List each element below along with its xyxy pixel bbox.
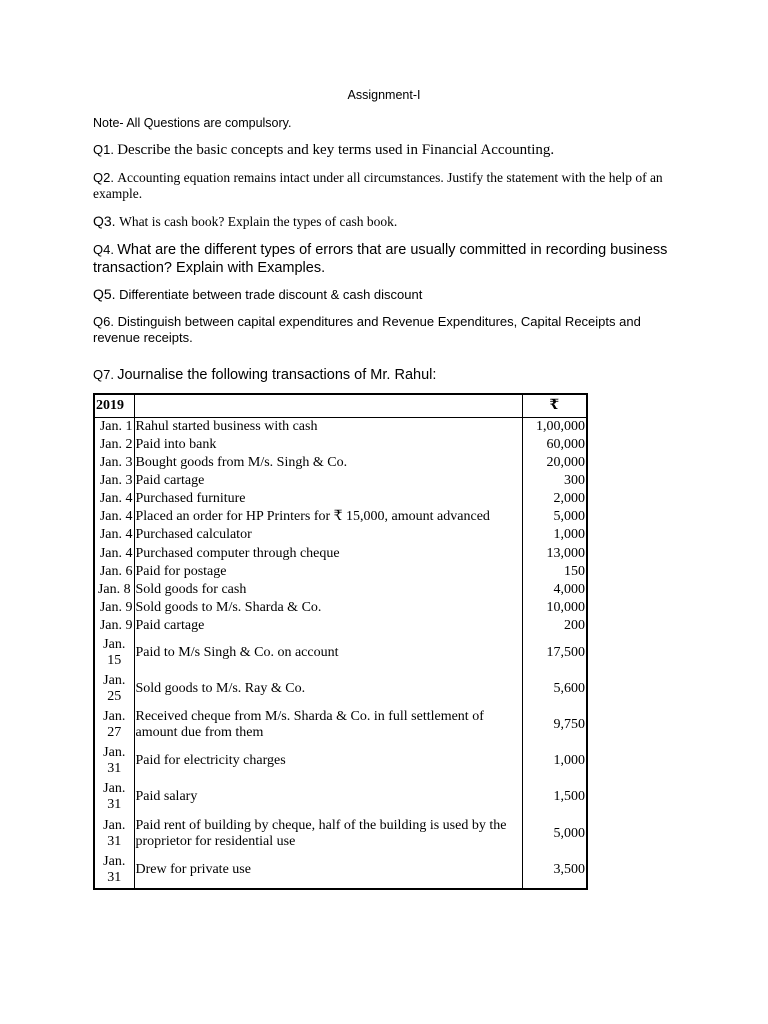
transactions-body [94, 394, 587, 889]
question-number: Q5. [93, 286, 116, 302]
note-line: Note- All Questions are compulsory. [93, 116, 292, 130]
amount-cell: 17,500 [522, 635, 587, 671]
description-header [134, 394, 522, 418]
description-cell: Received cheque from M/s. Sharda & Co. in full settlement of amount due from them [134, 707, 522, 743]
table-row [94, 599, 587, 617]
table-row [94, 743, 587, 779]
table-row [94, 581, 587, 599]
date-cell: Jan. 3 [94, 472, 134, 490]
description-cell: Purchased furniture [134, 490, 522, 508]
table-row [94, 418, 587, 437]
date-cell: Jan. 31 [94, 779, 134, 815]
table-row [94, 815, 587, 851]
description-cell: Purchased calculator [134, 526, 522, 544]
question-6 [93, 314, 683, 346]
amount-cell: 5,000 [522, 815, 587, 851]
amount-cell: 150 [522, 563, 587, 581]
description-cell: Rahul started business with cash [134, 418, 522, 437]
amount-cell: 9,750 [522, 707, 587, 743]
description-cell: Placed an order for HP Printers for ₹ 15,000, amount advanced [134, 508, 522, 526]
question-number: Q4. [93, 242, 114, 257]
date-cell: Jan. 31 [94, 743, 134, 779]
amount-cell: 1,000 [522, 526, 587, 544]
table-row [94, 545, 587, 563]
question-number: Q2. [93, 170, 114, 185]
amount-cell: 1,00,000 [522, 418, 587, 437]
question-number: Q7. [93, 367, 114, 382]
date-cell: Jan. 4 [94, 490, 134, 508]
question-text: Journalise the following transactions of Mr. Rahul: [117, 367, 437, 383]
table-row [94, 671, 587, 707]
amount-cell: 4,000 [522, 581, 587, 599]
date-cell: Jan. 6 [94, 563, 134, 581]
date-cell: Jan. 25 [94, 671, 134, 707]
amount-cell: 3,500 [522, 852, 587, 889]
description-cell: Sold goods to M/s. Ray & Co. [134, 671, 522, 707]
question-4 [93, 241, 683, 277]
amount-cell: 1,000 [522, 743, 587, 779]
description-cell: Drew for private use [134, 852, 522, 889]
amount-cell: 2,000 [522, 490, 587, 508]
table-row [94, 508, 587, 526]
amount-cell: 300 [522, 472, 587, 490]
table-row [94, 852, 587, 889]
question-number: Q1. [93, 142, 114, 157]
table-row [94, 635, 587, 671]
question-1 [93, 142, 683, 158]
description-cell: Bought goods from M/s. Singh & Co. [134, 454, 522, 472]
date-cell: Jan. 9 [94, 599, 134, 617]
assignment-title: Assignment-I [347, 88, 421, 102]
amount-cell: 5,000 [522, 508, 587, 526]
description-cell: Sold goods for cash [134, 581, 522, 599]
table-row [94, 436, 587, 454]
table-row [94, 472, 587, 490]
question-text: Differentiate between trade discount & cash discount [119, 287, 423, 302]
question-5 [93, 286, 683, 304]
amount-cell: 10,000 [522, 599, 587, 617]
description-cell: Paid rent of building by cheque, half of the building is used by the proprietor for residential use [134, 815, 522, 851]
table-header-row [94, 394, 587, 418]
question-text: Distinguish between capital expenditures and Revenue Expenditures, Capital Receipts and revenue receipts. [93, 314, 641, 345]
amount-cell: 60,000 [522, 436, 587, 454]
description-cell: Paid to M/s Singh & Co. on account [134, 635, 522, 671]
question-7 [93, 367, 683, 383]
currency-header: ₹ [522, 394, 587, 418]
amount-cell: 20,000 [522, 454, 587, 472]
table-row [94, 490, 587, 508]
amount-cell: 1,500 [522, 779, 587, 815]
amount-cell: 5,600 [522, 671, 587, 707]
date-cell: Jan. 27 [94, 707, 134, 743]
date-cell: Jan. 2 [94, 436, 134, 454]
question-text: What are the different types of errors that are usually committed in recording business transaction? Explain with Examples. [93, 242, 668, 276]
date-cell: Jan. 8 [94, 581, 134, 599]
description-cell: Paid cartage [134, 617, 522, 635]
date-cell: Jan. 4 [94, 508, 134, 526]
date-cell: Jan. 15 [94, 635, 134, 671]
transactions-table [93, 393, 588, 890]
table-row [94, 779, 587, 815]
date-cell: Jan. 4 [94, 545, 134, 563]
question-text: Describe the basic concepts and key terms used in Financial Accounting. [117, 142, 555, 158]
description-cell: Sold goods to M/s. Sharda & Co. [134, 599, 522, 617]
table-row [94, 526, 587, 544]
question-2 [93, 170, 683, 202]
question-text: What is cash book? Explain the types of cash book. [119, 214, 398, 229]
date-cell: Jan. 31 [94, 852, 134, 889]
table-row [94, 563, 587, 581]
date-cell: Jan. 31 [94, 815, 134, 851]
question-number: Q3. [93, 213, 116, 229]
date-cell: Jan. 9 [94, 617, 134, 635]
amount-cell: 200 [522, 617, 587, 635]
table-row [94, 454, 587, 472]
year-header: 2019 [94, 394, 134, 418]
description-cell: Paid cartage [134, 472, 522, 490]
question-number: Q6. [93, 314, 114, 329]
table-row [94, 617, 587, 635]
description-cell: Paid salary [134, 779, 522, 815]
question-3 [93, 213, 683, 231]
description-cell: Paid into bank [134, 436, 522, 454]
description-cell: Purchased computer through cheque [134, 545, 522, 563]
date-cell: Jan. 1 [94, 418, 134, 437]
date-cell: Jan. 3 [94, 454, 134, 472]
date-cell: Jan. 4 [94, 526, 134, 544]
amount-cell: 13,000 [522, 545, 587, 563]
description-cell: Paid for postage [134, 563, 522, 581]
question-text: Accounting equation remains intact under all circumstances. Justify the statement with the help of an example. [93, 170, 663, 201]
description-cell: Paid for electricity charges [134, 743, 522, 779]
table-row [94, 707, 587, 743]
